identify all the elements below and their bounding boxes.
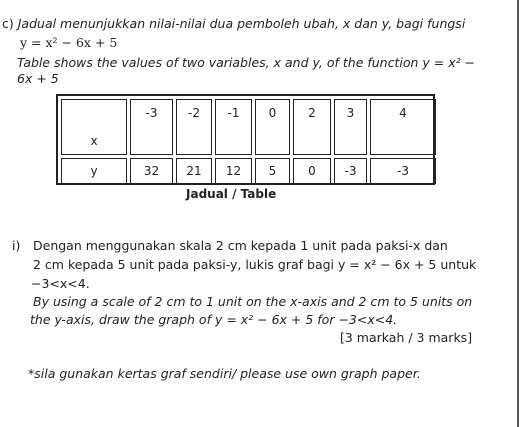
y-value-cell: -3	[370, 158, 436, 184]
table-row-y	[61, 158, 436, 184]
english-instruction-line-1: By using a scale of 2 cm to 1 unit on the x-axis and 2 cm to 5 units on	[33, 294, 473, 309]
table-row-x	[61, 99, 436, 155]
table-caption: Jadual / Table	[186, 187, 277, 201]
english-intro-text: Table shows the values of two variables, x and y, of the function y = x² −	[17, 55, 476, 70]
english-intro-continuation: 6x + 5	[17, 71, 59, 86]
x-value-cell: -1	[215, 99, 252, 155]
function-expression: y = x² − 6x + 5	[20, 35, 118, 50]
x-value-cell: -3	[130, 99, 173, 155]
subquestion-label: i)	[12, 238, 21, 253]
y-value-cell: 21	[176, 158, 212, 184]
x-value-cell: -2	[176, 99, 212, 155]
y-value-cell: 12	[215, 158, 252, 184]
values-table	[56, 94, 435, 185]
malay-instruction-line-3: −3<x<4.	[31, 276, 90, 291]
x-value-cell: 0	[255, 99, 290, 155]
x-value-cell: 4	[370, 99, 436, 155]
malay-instruction-line-2: 2 cm kepada 5 unit pada paksi-y, lukis graf bagi y = x² − 6x + 5 untuk	[33, 257, 477, 272]
y-value-cell: 32	[130, 158, 173, 184]
x-value-cell: 3	[334, 99, 367, 155]
malay-instruction-line-1: Dengan menggunakan skala 2 cm kepada 1 unit pada paksi-x dan	[33, 238, 448, 253]
x-value-cell: 2	[293, 99, 331, 155]
graph-paper-note: *sila gunakan kertas graf sendiri/ please use own graph paper.	[28, 366, 421, 381]
part-label: c)	[2, 16, 14, 31]
y-value-cell: 0	[293, 158, 331, 184]
y-header-cell: y	[61, 158, 127, 184]
y-value-cell: -3	[334, 158, 367, 184]
question-intro-malay	[2, 16, 465, 31]
y-value-cell: 5	[255, 158, 290, 184]
page-right-border	[517, 0, 519, 427]
marks-allocation: [3 markah / 3 marks]	[340, 330, 473, 345]
english-instruction-line-2: the y-axis, draw the graph of y = x² − 6x + 5 for −3<x<4.	[30, 312, 398, 327]
x-header-cell: x	[61, 99, 127, 155]
malay-intro-text: Jadual menunjukkan nilai-nilai dua pemboleh ubah, x dan y, bagi fungsi	[17, 16, 466, 31]
